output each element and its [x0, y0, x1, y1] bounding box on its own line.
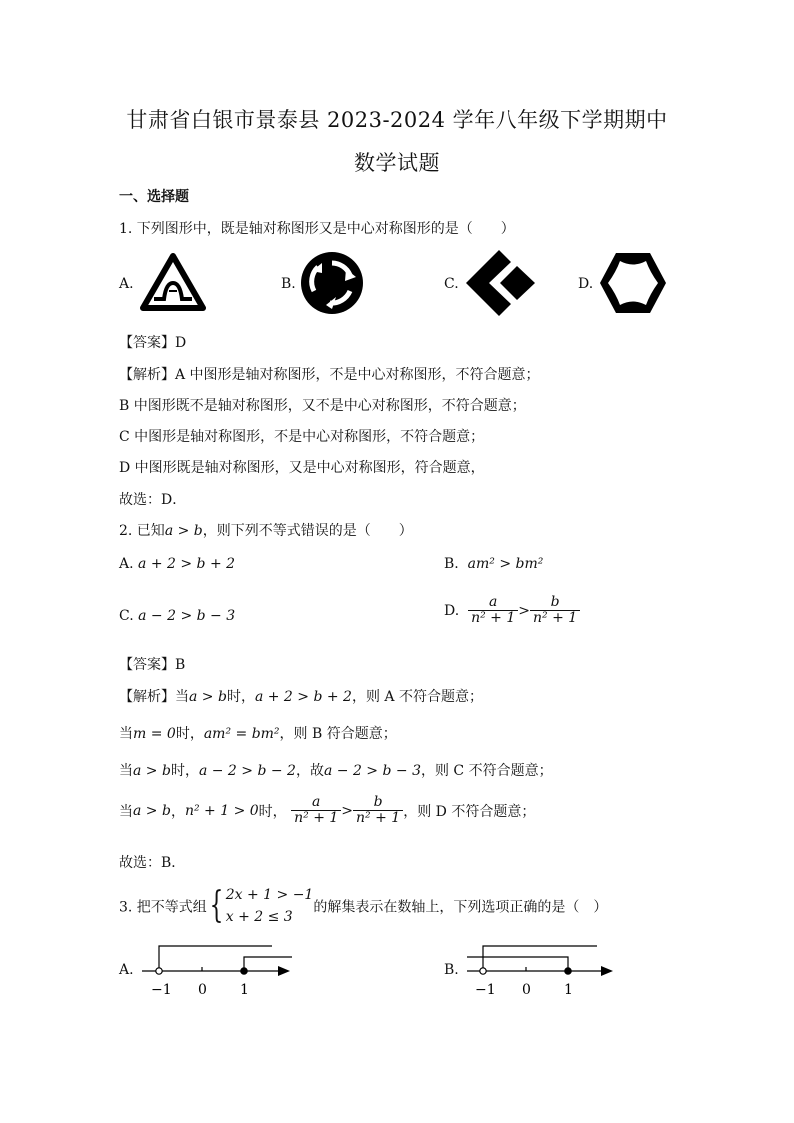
warning-sign-figure	[140, 253, 206, 311]
q1-option-c-label: C.	[444, 276, 459, 292]
q2-answer: 【答案】B	[119, 657, 186, 673]
q2-stem	[119, 520, 413, 540]
q1-analysis-line: B 中图形既不是轴对称图形，又不是中心对称图形，不符合题意；	[119, 398, 526, 414]
q2-analysis-frac-left: $\frac{a}{\text{n² + 1}}$	[291, 795, 341, 827]
q3-option-a-number-line	[138, 938, 298, 998]
q1-option-b-label: B.	[281, 276, 296, 292]
q2-option-c	[119, 608, 235, 624]
q2-option-d-frac-left: $\frac{a}{\text{n² + 1}}$	[468, 595, 518, 627]
q1-stem: 1. 下列图形中，既是轴对称图形又是中心对称图形的是（ ）	[119, 221, 515, 237]
q2-option-b-label: B.	[444, 556, 459, 572]
q1-option-a-label: A.	[119, 276, 134, 292]
q2-condition: a > b	[164, 523, 203, 539]
page-title-line1: 甘肃省白银市景泰县 2023-2024 学年八年级下学期期中	[126, 108, 668, 132]
q2-option-d	[444, 595, 580, 627]
q2-option-b	[444, 556, 543, 572]
arrow-diamond-figure	[465, 248, 540, 318]
q2-option-d-label: D.	[444, 602, 460, 619]
q2-stem-post: ，则下列不等式错误的是（ ）	[202, 523, 413, 539]
q1-analysis-line: 【解析】A 中图形是轴对称图形，不是中心对称图形，不符合题意；	[119, 367, 540, 383]
q3-stem: 3. 把不等式组{ 2x + 1 > −1 x + 2 ≤ 3 的解集表示在数轴上，下列选项正确的是（ ）	[119, 884, 607, 929]
q2-analysis-line2: 当m = 0时，am² = bm²，则 B 符合题意；	[119, 726, 397, 742]
hexagon-figure	[598, 250, 668, 316]
tick-label: −1	[151, 982, 172, 998]
q1-analysis-line: D 中图形既是轴对称图形，又是中心对称图形，符合题意，	[119, 460, 485, 476]
q3-inequality-system: 2x + 1 > −1 x + 2 ≤ 3	[225, 887, 314, 926]
tick-label: 0	[522, 982, 531, 998]
q2-analysis-line3: 当a > b时，a − 2 > b − 2，故a − 2 > b − 3，则 C 不符合题意；	[119, 763, 553, 779]
q3-option-b-number-line	[463, 938, 623, 998]
q2-option-a-expr: a + 2 > b + 2	[138, 556, 236, 572]
q2-option-b-expr: am² > bm²	[467, 556, 544, 572]
q2-analysis-frac-right: $\frac{b}{\text{n² + 1}}$	[353, 795, 403, 827]
tick-label: 1	[564, 982, 573, 998]
q2-analysis-line4: 当a > b，n² + 1 > 0时， $\frac{a}{\text{n² + 1}}$ > $\frac{b}{\text{n² + 1}}$ ，则 D 不符合题意；	[119, 794, 536, 827]
q1-option-d-label: D.	[578, 276, 594, 292]
q2-option-d-op: >	[518, 602, 530, 619]
q2-analysis-line1: 【解析】当a > b时，a + 2 > b + 2，则 A 不符合题意；	[119, 689, 483, 705]
q3-left-brace: {	[209, 885, 224, 927]
tick-label: 0	[198, 982, 207, 998]
q1-answer: 【答案】D	[119, 335, 187, 351]
roundabout-sign-figure	[300, 251, 364, 315]
tick-label: 1	[240, 982, 249, 998]
q3-option-a-label: A.	[119, 962, 134, 978]
tick-label: −1	[475, 982, 496, 998]
q2-option-c-label: C.	[119, 608, 134, 624]
q2-choose: 故选：B．	[119, 855, 186, 871]
q2-option-a-label: A.	[119, 556, 134, 572]
q1-analysis-line: 故选：D．	[119, 492, 187, 508]
q3-option-b-label: B.	[444, 962, 459, 978]
q2-stem-pre: 2. 已知	[119, 523, 165, 539]
q1-analysis-line: C 中图形是轴对称图形，不是中心对称图形，不符合题意；	[119, 429, 485, 445]
q2-option-d-frac-right: $\frac{b}{\text{n² + 1}}$	[530, 595, 580, 627]
page-title-line2: 数学试题	[354, 151, 440, 175]
q2-option-c-expr: a − 2 > b − 3	[138, 608, 236, 624]
q2-option-a	[119, 556, 235, 572]
section-heading: 一、选择题	[119, 189, 189, 205]
